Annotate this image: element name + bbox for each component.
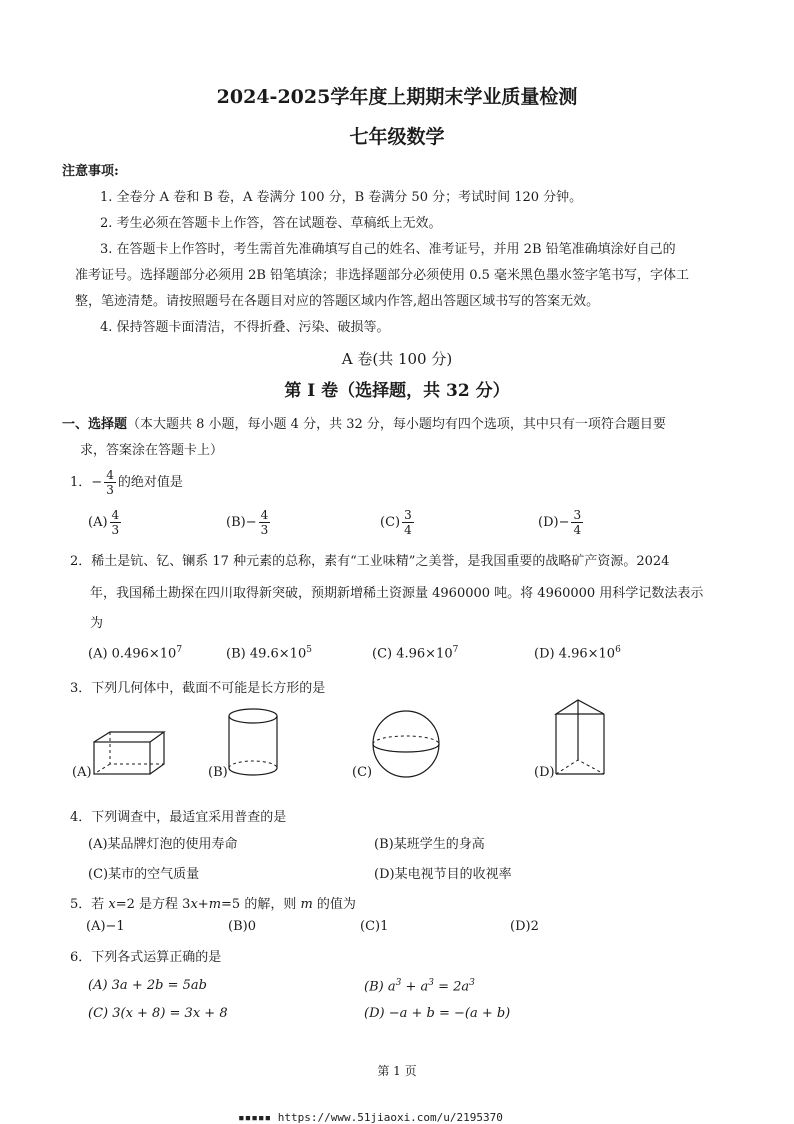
q6-stem: 6．下列各式运算正确的是: [70, 950, 222, 965]
q6-b-exp-2: 3: [428, 978, 434, 988]
prism-figure: [548, 696, 612, 782]
prism-hidden-edges: [556, 760, 604, 774]
q1-d-den: 4: [573, 523, 582, 537]
q1-stem: [70, 468, 183, 497]
sphere-outline: [373, 711, 439, 777]
cuboid-hidden-diagonal: [94, 764, 110, 774]
page-number: 第 1 页: [377, 1064, 417, 1078]
q6-b-part-1: (B) a: [364, 979, 396, 995]
watermark-url[interactable]: ▪▪▪▪▪ https://www.51jiaoxi.com/u/2195370: [238, 1111, 503, 1124]
q1-d-sign: −: [558, 515, 570, 530]
q3-option-d[interactable]: (D): [534, 765, 555, 780]
q2-line-3: 为: [90, 616, 104, 631]
cylinder-top: [229, 709, 277, 723]
cylinder-bottom-back: [229, 761, 277, 768]
q2-a-text: (A) 0.496×10: [88, 646, 177, 662]
sphere-equator-back: [373, 736, 439, 744]
q1-a-label: (A): [88, 515, 108, 530]
q5-var-m-2: m: [300, 897, 313, 912]
q2-b-text: (B) 49.6×10: [226, 646, 307, 662]
q1-c-label: (C): [380, 515, 401, 530]
cuboid-front-face: [94, 742, 150, 774]
q1-c-den: 4: [404, 523, 412, 537]
q4-option-b[interactable]: (B)某班学生的身高: [374, 837, 485, 852]
notice-line-3a: 3. 在答题卡上作答时，考生需首先准确填写自己的姓名、准考证号，并用 2B 铅笔准确填涂好自己的: [100, 242, 676, 257]
q1-b-label: (B): [226, 515, 246, 530]
q1-a-den: 3: [111, 523, 120, 537]
q6-b-part-3: = 2a: [433, 979, 470, 995]
q1-option-a[interactable]: [88, 508, 123, 537]
q1-b-fraction: [259, 508, 271, 537]
q5-var-x-2: x: [190, 897, 198, 912]
q1-option-d[interactable]: [538, 508, 585, 537]
q1-a-num: 4: [111, 508, 120, 522]
q4-option-c[interactable]: (C)某市的空气质量: [88, 867, 200, 882]
q4-stem: 4．下列调查中，最适宜采用普查的是: [70, 810, 287, 825]
notice-line-3c: 整，笔迹清楚。请按照题号在各题目对应的答题区域内作答,超出答题区域书写的答案无效。: [75, 294, 600, 309]
q3-option-c[interactable]: (C): [352, 765, 373, 780]
q1-b-num: 4: [260, 508, 269, 522]
q5-var-x: x: [108, 897, 116, 912]
q1-d-label: (D): [538, 515, 559, 530]
q6-b-exp-3: 3: [469, 978, 475, 988]
q6-option-d[interactable]: (D) −a + b = −(a + b): [364, 1006, 511, 1021]
q6-option-b[interactable]: [364, 978, 475, 994]
q2-option-a[interactable]: [88, 645, 182, 661]
q2-option-b[interactable]: [226, 645, 312, 661]
q1-b-sign: −: [245, 515, 257, 530]
q2-option-c[interactable]: [372, 645, 458, 661]
q4-option-d[interactable]: (D)某电视节目的收视率: [374, 867, 512, 882]
section-a-title: A 卷(共 100 分): [341, 350, 453, 368]
q3-option-a[interactable]: (A): [72, 765, 92, 780]
cuboid-right-edges: [150, 732, 164, 774]
cylinder-bottom-front: [229, 768, 277, 775]
q2-b-exp: 5: [306, 645, 312, 655]
q5-plus: +: [197, 897, 209, 912]
q5-option-a[interactable]: (A)−1: [86, 919, 125, 934]
q5-pre: 5．若: [70, 897, 109, 912]
q5-stem: [70, 893, 356, 912]
exam-subject: 七年级数学: [349, 126, 445, 148]
q1-a-fraction: [110, 508, 122, 537]
mc-description-2: 求，答案涂在答题卡上）: [80, 443, 224, 458]
mc-description-1: （本大题共 8 小题，每小题 4 分，共 32 分，每小题均有四个选项，其中只有一项符合题目要: [127, 417, 666, 432]
q2-c-exp: 7: [452, 645, 459, 655]
q1-d-fraction: [571, 508, 583, 537]
q2-line-1: 2．稀土是钪、钇、镧系 17 种元素的总称，素有“工业味精”之美誉，是我国重要的战略矿产资源。2024: [70, 554, 670, 569]
q1-text: 的绝对值是: [117, 475, 183, 490]
q1-frac-num: 4: [106, 468, 114, 482]
q1-b-den: 3: [260, 523, 269, 537]
q1-option-c[interactable]: [380, 508, 416, 537]
sphere-figure: [368, 706, 444, 782]
mc-heading: 一、选择题: [62, 417, 128, 432]
q4-option-a[interactable]: (A)某品牌灯泡的使用寿命: [88, 837, 238, 852]
q1-fraction: [104, 468, 116, 497]
notice-line-3b: 准考证号。选择题部分必须用 2B 铅笔填涂；非选择题部分必须使用 0.5 毫米黑色墨水签字笔书写，字体工: [75, 268, 690, 283]
q2-d-text: (D) 4.96×10: [534, 646, 616, 662]
q1-c-num: 3: [404, 508, 412, 522]
q1-d-num: 3: [573, 508, 582, 522]
cuboid-hidden-edges: [110, 732, 164, 764]
cuboid-top-edges: [94, 732, 164, 742]
notice-line-1: 1. 全卷分 A 卷和 B 卷，A 卷满分 100 分，B 卷满分 50 分；考试时间 120 分钟。: [100, 190, 583, 205]
q6-option-c[interactable]: (C) 3(x + 8) = 3x + 8: [88, 1006, 228, 1021]
q5-var-m: m: [208, 897, 222, 912]
q6-option-a[interactable]: (A) 3a + 2b = 5ab: [88, 978, 207, 993]
q5-post: 的值为: [312, 897, 356, 912]
cylinder-figure: [224, 706, 284, 780]
q1-option-b[interactable]: [226, 508, 272, 537]
q1-number: 1．: [70, 475, 92, 490]
notice-line-4: 4. 保持答题卡面清洁，不得折叠、污染、破损等。: [100, 320, 390, 335]
exam-title: 2024-2025学年度上期期末学业质量检测: [216, 86, 578, 108]
sphere-equator-front: [373, 744, 439, 752]
q5-option-c[interactable]: (C)1: [360, 919, 389, 934]
q1-frac-den: 3: [106, 483, 114, 497]
q5-mid-2: =5 的解，则: [221, 897, 301, 912]
part-1-title: 第 Ⅰ 卷（选择题，共 32 分）: [284, 381, 510, 401]
notice-line-2: 2. 考生必须在答题卡上作答，答在试题卷、草稿纸上无效。: [100, 216, 442, 231]
q2-line-2: 年，我国稀土勘探在四川取得新突破，预期新增稀土资源量 4960000 吨。将 4960000 用科学记数法表示: [90, 586, 704, 601]
q6-b-exp-1: 3: [395, 978, 402, 988]
q5-mid-1: =2 是方程 3: [115, 897, 191, 912]
q1-neg-sign: −: [91, 475, 103, 490]
q2-option-d[interactable]: [534, 645, 621, 661]
notice-heading: 注意事项:: [62, 164, 119, 179]
q5-option-d[interactable]: (D)2: [510, 919, 539, 934]
q3-option-b[interactable]: (B): [208, 765, 228, 780]
q2-c-text: (C) 4.96×10: [372, 646, 453, 662]
q1-c-fraction: [402, 508, 414, 537]
prism-top-face: [556, 700, 604, 714]
q2-a-exp: 7: [176, 645, 183, 655]
q5-option-b[interactable]: (B)0: [228, 919, 256, 934]
q6-b-part-2: + a: [401, 979, 429, 995]
cuboid-figure: [90, 728, 170, 778]
q2-d-exp: 6: [615, 645, 621, 655]
q3-stem: 3．下列几何体中，截面不可能是长方形的是: [70, 681, 326, 696]
